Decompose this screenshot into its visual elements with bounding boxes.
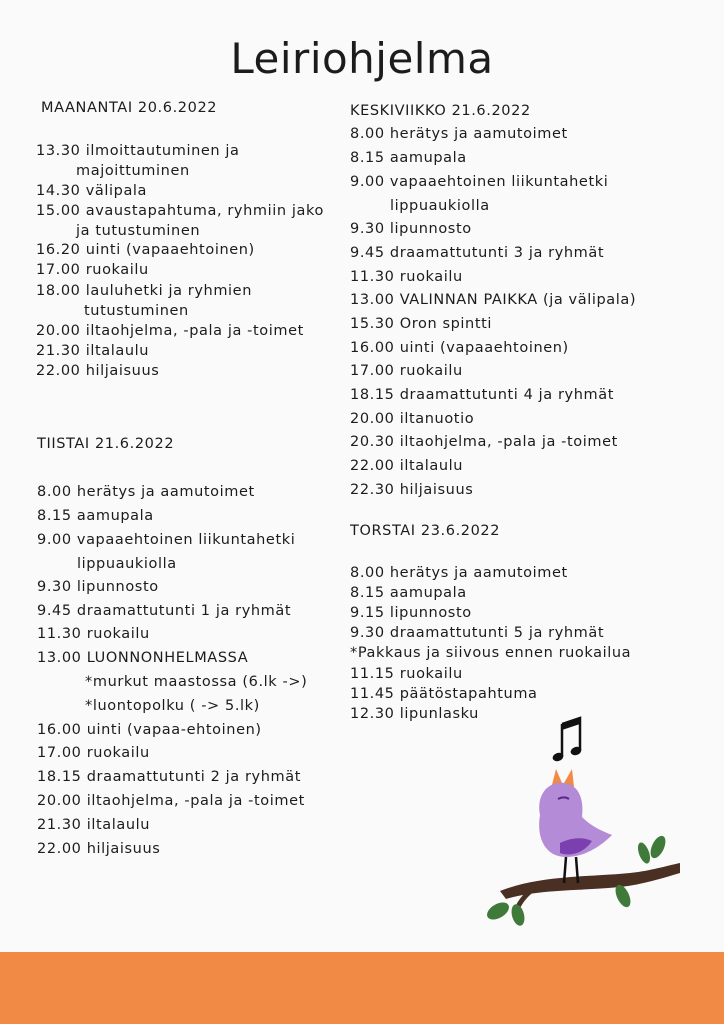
schedule-item: 16.20 uinti (vapaaehtoinen) — [36, 242, 255, 258]
schedule-item: 9.30 lipunnosto — [37, 579, 159, 595]
day-tuesday — [37, 436, 337, 866]
schedule-item: ja tutustuminen — [76, 223, 201, 239]
day-heading: MAANANTAI 20.6.2022 — [41, 100, 218, 116]
day-monday — [36, 100, 336, 390]
schedule-item: 8.15 aamupala — [350, 150, 467, 166]
schedule-item: 11.45 päätöstapahtuma — [350, 686, 538, 702]
schedule-item: 20.30 iltaohjelma, -pala ja -toimet — [350, 434, 618, 450]
schedule-item: 8.00 herätys ja aamutoimet — [350, 565, 568, 581]
schedule-item: 18.15 draamattutunti 2 ja ryhmät — [37, 769, 302, 785]
schedule-item: 8.00 herätys ja aamutoimet — [37, 484, 255, 500]
schedule-item: 20.00 iltaohjelma, -pala ja -toimet — [36, 323, 304, 339]
schedule-item: 9.00 vapaaehtoinen liikuntahetki — [350, 174, 609, 190]
schedule-item: 11.30 ruokailu — [37, 626, 150, 642]
schedule-item: 18.00 lauluhetki ja ryhmien — [36, 283, 252, 299]
schedule-item: 16.00 uinti (vapaaehtoinen) — [350, 340, 569, 356]
schedule-item: 9.15 lipunnosto — [350, 605, 472, 621]
day-thursday — [350, 523, 680, 733]
schedule-item: 11.30 ruokailu — [350, 269, 463, 285]
bird-icon — [480, 765, 685, 935]
schedule-item: *Pakkaus ja siivous ennen ruokailua — [350, 645, 632, 661]
schedule-item: 22.30 hiljaisuus — [350, 482, 474, 498]
schedule-item: lippuaukiolla — [390, 198, 490, 214]
footer-band — [0, 952, 724, 1024]
schedule-item: 9.30 lipunnosto — [350, 221, 472, 237]
schedule-item: 12.30 lipunlasku — [350, 706, 479, 722]
schedule-item: 17.00 ruokailu — [37, 745, 150, 761]
schedule-item: *murkut maastossa (6.lk ->) — [85, 674, 308, 690]
schedule-item: 9.45 draamattutunti 1 ja ryhmät — [37, 603, 292, 619]
schedule-item: 18.15 draamattutunti 4 ja ryhmät — [350, 387, 615, 403]
schedule-item: majoittuminen — [76, 163, 190, 179]
schedule-item: 22.00 iltalaulu — [350, 458, 464, 474]
schedule-item: 15.30 Oron spintti — [350, 316, 493, 332]
day-heading: KESKIVIIKKO 21.6.2022 — [350, 103, 531, 119]
schedule-item: 11.15 ruokailu — [350, 666, 463, 682]
schedule-item: 9.45 draamattutunti 3 ja ryhmät — [350, 245, 605, 261]
schedule-item: 21.30 iltalaulu — [37, 817, 151, 833]
schedule-item: 22.00 hiljaisuus — [37, 841, 161, 857]
schedule-item: 9.00 vapaaehtoinen liikuntahetki — [37, 532, 296, 548]
page-title: Leiriohjelma — [230, 34, 494, 83]
music-note-icon — [552, 716, 586, 766]
schedule-item: lippuaukiolla — [77, 556, 177, 572]
day-wednesday — [350, 103, 695, 503]
schedule-item: 20.00 iltanuotio — [350, 411, 475, 427]
schedule-item: 17.00 ruokailu — [36, 262, 149, 278]
schedule-item: 22.00 hiljaisuus — [36, 363, 160, 379]
schedule-item: *luontopolku ( -> 5.lk) — [85, 698, 260, 714]
schedule-item: 13.00 LUONNONHELMASSA — [37, 650, 249, 666]
schedule-item: 16.00 uinti (vapaa-ehtoinen) — [37, 722, 262, 738]
schedule-item: 15.00 avaustapahtuma, ryhmiin jako — [36, 203, 324, 219]
schedule-item: 8.00 herätys ja aamutoimet — [350, 126, 568, 142]
schedule-item: 21.30 iltalaulu — [36, 343, 150, 359]
schedule-item: 13.30 ilmoittautuminen ja — [36, 143, 240, 159]
schedule-item: 8.15 aamupala — [37, 508, 154, 524]
day-heading: TIISTAI 21.6.2022 — [37, 436, 175, 452]
schedule-item: 9.30 draamattutunti 5 ja ryhmät — [350, 625, 605, 641]
schedule-item: 17.00 ruokailu — [350, 363, 463, 379]
schedule-item: 14.30 välipala — [36, 183, 148, 199]
schedule-item: 13.00 VALINNAN PAIKKA (ja välipala) — [350, 292, 637, 308]
schedule-item: tutustuminen — [84, 303, 189, 319]
schedule-item: 20.00 iltaohjelma, -pala ja -toimet — [37, 793, 305, 809]
schedule-item: 8.15 aamupala — [350, 585, 467, 601]
day-heading: TORSTAI 23.6.2022 — [350, 523, 501, 539]
